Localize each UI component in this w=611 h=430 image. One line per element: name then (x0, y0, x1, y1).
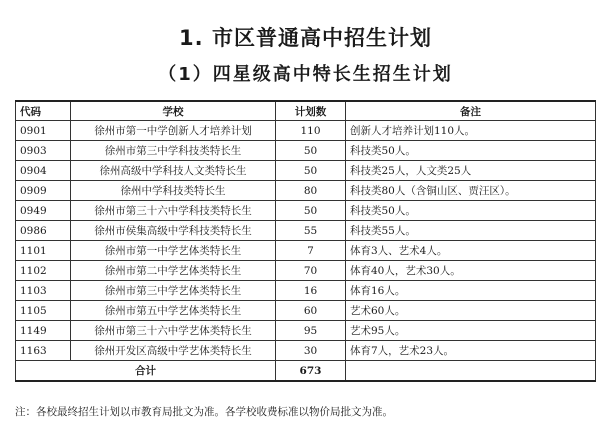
cell-note: 科技类25人，人文类25人 (346, 161, 596, 181)
header-count: 计划数 (276, 101, 346, 121)
cell-school: 徐州市第三十六中学科技类特长生 (71, 201, 276, 221)
cell-note: 科技类50人。 (346, 141, 596, 161)
table-row (16, 141, 596, 161)
cell-note: 创新人才培养计划110人。 (346, 121, 596, 141)
cell-count: 70 (276, 261, 346, 281)
cell-note: 艺术95人。 (346, 321, 596, 341)
total-count: 673 (276, 361, 346, 382)
cell-note: 体育3人、艺术4人。 (346, 241, 596, 261)
cell-note: 科技类50人。 (346, 201, 596, 221)
table-row (16, 301, 596, 321)
cell-count: 80 (276, 181, 346, 201)
table-row (16, 161, 596, 181)
cell-code: 1102 (16, 261, 71, 281)
header-school: 学校 (71, 101, 276, 121)
cell-count: 55 (276, 221, 346, 241)
header-note: 备注 (346, 101, 596, 121)
cell-count: 110 (276, 121, 346, 141)
cell-code: 1105 (16, 301, 71, 321)
total-label: 合计 (16, 361, 276, 382)
table-body (16, 121, 596, 382)
cell-code: 1149 (16, 321, 71, 341)
cell-code: 0904 (16, 161, 71, 181)
table-row (16, 321, 596, 341)
cell-note: 科技类80人（含铜山区、贾汪区）。 (346, 181, 596, 201)
cell-note: 体育16人。 (346, 281, 596, 301)
cell-code: 0949 (16, 201, 71, 221)
page-title: 1. 市区普通高中招生计划 (179, 26, 432, 50)
cell-count: 50 (276, 161, 346, 181)
cell-code: 1163 (16, 341, 71, 361)
cell-school: 徐州市第二中学艺体类特长生 (71, 261, 276, 281)
cell-note: 艺术60人。 (346, 301, 596, 321)
cell-school: 徐州高级中学科技人文类特长生 (71, 161, 276, 181)
total-note-empty (346, 361, 596, 382)
cell-count: 16 (276, 281, 346, 301)
cell-count: 50 (276, 201, 346, 221)
cell-school: 徐州市第一中学创新人才培养计划 (71, 121, 276, 141)
table-row (16, 221, 596, 241)
cell-school: 徐州开发区高级中学艺体类特长生 (71, 341, 276, 361)
table-total-row (16, 361, 596, 382)
cell-code: 0901 (16, 121, 71, 141)
table-row (16, 201, 596, 221)
table-row (16, 261, 596, 281)
cell-note: 科技类55人。 (346, 221, 596, 241)
cell-school: 徐州市侯集高级中学科技类特长生 (71, 221, 276, 241)
table-row (16, 341, 596, 361)
table-row (16, 281, 596, 301)
cell-code: 0909 (16, 181, 71, 201)
footnote: 注：各校最终招生计划以市教育局批文为准。各学校收费标准以物价局批文为准。 (15, 406, 393, 418)
cell-code: 0986 (16, 221, 71, 241)
cell-school: 徐州市第三中学艺体类特长生 (71, 281, 276, 301)
table-row (16, 181, 596, 201)
cell-school: 徐州市第一中学艺体类特长生 (71, 241, 276, 261)
table-row (16, 121, 596, 141)
cell-code: 0903 (16, 141, 71, 161)
enrollment-plan-table (15, 100, 596, 382)
cell-school: 徐州中学科技类特长生 (71, 181, 276, 201)
cell-code: 1101 (16, 241, 71, 261)
cell-note: 体育7人，艺术23人。 (346, 341, 596, 361)
cell-count: 7 (276, 241, 346, 261)
cell-school: 徐州市第五中学艺体类特长生 (71, 301, 276, 321)
cell-school: 徐州市第三十六中学艺体类特长生 (71, 321, 276, 341)
cell-count: 95 (276, 321, 346, 341)
cell-count: 30 (276, 341, 346, 361)
cell-code: 1103 (16, 281, 71, 301)
table-header-row (16, 101, 596, 121)
page-subtitle: （1）四星级高中特长生招生计划 (158, 64, 453, 85)
header-code: 代码 (16, 101, 71, 121)
cell-count: 60 (276, 301, 346, 321)
cell-count: 50 (276, 141, 346, 161)
cell-school: 徐州市第三中学科技类特长生 (71, 141, 276, 161)
table-row (16, 241, 596, 261)
cell-note: 体育40人，艺术30人。 (346, 261, 596, 281)
